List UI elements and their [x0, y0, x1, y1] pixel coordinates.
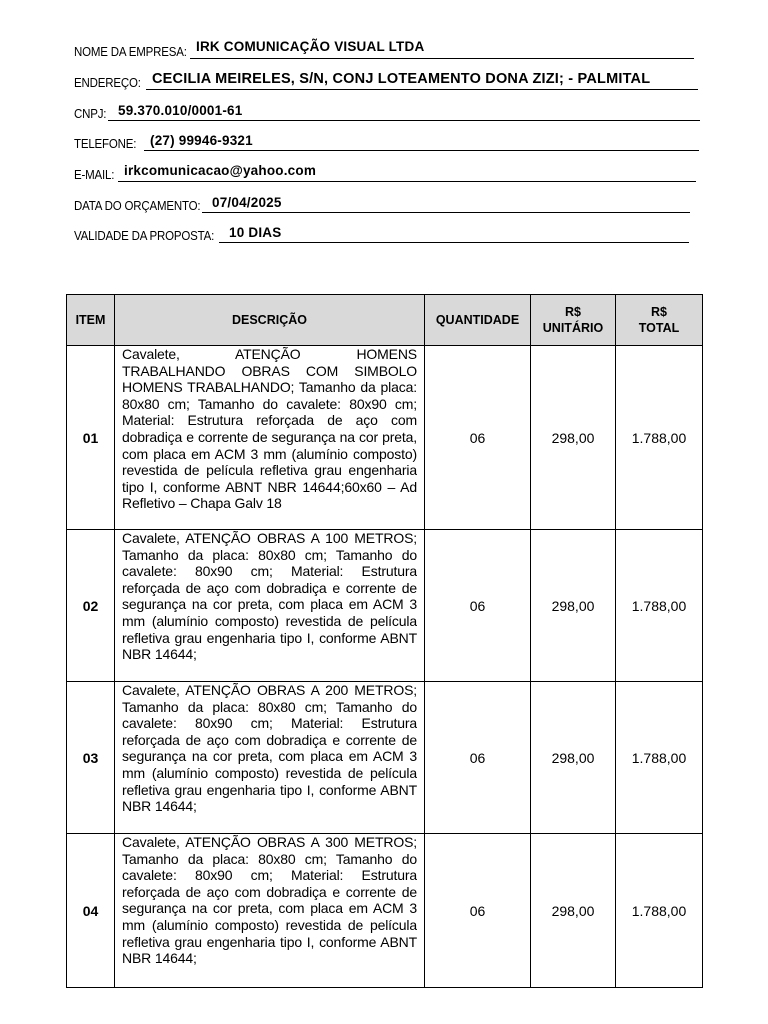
row-item-number: 04	[67, 834, 115, 988]
items-table	[66, 294, 703, 988]
company-label: NOME DA EMPRESA:	[74, 45, 187, 59]
row-total-price: 1.788,00	[616, 834, 703, 988]
header-quantity: QUANTIDADE	[425, 295, 531, 346]
table-header-row	[67, 295, 703, 346]
header-total-line1: R$	[651, 305, 667, 319]
row-item-number: 03	[67, 682, 115, 834]
row-description-text: Cavalete, ATENÇÃO HOMENS TRABALHANDO OBRAS COM SIMBOLO HOMENS TRABALHANDO; Tamanho da placa: 80x80 cm; Tamanho do cavalete: 80x90 cm; Material: Estrutura reforçada de aço com dobradiça e corrente de segurança na cor preta, com placa em ACM 3 mm (alumínio composto) revestida de película refletiva grau engenharia tipo I, conforme ABNT NBR 14644;60x60 – Ad Refletivo – Chapa Galv 18	[122, 346, 417, 512]
row-description	[115, 530, 425, 682]
cnpj-value: 59.370.010/0001-61	[118, 103, 243, 118]
cnpj-underline	[108, 120, 700, 121]
row-quantity: 06	[425, 682, 531, 834]
validity-underline	[219, 242, 689, 243]
header-description: DESCRIÇÃO	[115, 295, 425, 346]
row-quantity: 06	[425, 346, 531, 530]
date-underline	[202, 212, 690, 213]
row-item-number: 01	[67, 346, 115, 530]
address-field	[74, 68, 700, 90]
header-item: ITEM	[67, 295, 115, 346]
table-row	[67, 682, 703, 834]
header-total-line2: TOTAL	[638, 321, 680, 335]
validity-label: VALIDADE DA PROPOSTA:	[74, 229, 215, 243]
row-description-text: Cavalete, ATENÇÃO OBRAS A 200 METROS; Tamanho da placa: 80x80 cm; Tamanho do cavalete: 80x90 cm; Material: Estrutura reforçada de aço com dobradiça e corrente de segurança na cor preta, com placa em ACM 3 mm (alumínio composto) revestida de película refletiva grau engenharia tipo I, conforme ABNT NBR 14644;	[122, 682, 417, 815]
date-label: DATA DO ORÇAMENTO:	[74, 199, 201, 213]
header-unit-line1: R$	[565, 305, 581, 319]
row-unit-price: 298,00	[531, 682, 616, 834]
row-item-number: 02	[67, 530, 115, 682]
row-quantity: 06	[425, 834, 531, 988]
header-unit-line2: UNITÁRIO	[542, 321, 604, 335]
address-value: CECILIA MEIRELES, S/N, CONJ LOTEAMENTO DONA ZIZI; - PALMITAL	[152, 71, 651, 87]
validity-field	[74, 221, 690, 243]
header-total-price	[616, 295, 703, 346]
email-field	[74, 160, 696, 182]
company-value: IRK COMUNICAÇÃO VISUAL LTDA	[196, 39, 425, 54]
company-underline	[190, 58, 694, 59]
phone-underline	[144, 150, 699, 151]
row-total-price: 1.788,00	[616, 682, 703, 834]
email-label: E-MAIL:	[74, 168, 115, 182]
row-description-text: Cavalete, ATENÇÃO OBRAS A 100 METROS; Tamanho da placa: 80x80 cm; Tamanho do cavalete: 80x90 cm; Material: Estrutura reforçada de aço com dobradiça e corrente de segurança na cor preta, com placa em ACM 3 mm (alumínio composto) revestida de película refletiva grau engenharia tipo I, conforme ABNT NBR 14644;	[122, 530, 417, 663]
row-unit-price: 298,00	[531, 834, 616, 988]
phone-value: (27) 99946-9321	[150, 133, 253, 148]
row-total-price: 1.788,00	[616, 530, 703, 682]
cnpj-label: CNPJ:	[74, 107, 107, 121]
address-underline	[146, 89, 698, 90]
row-total-price: 1.788,00	[616, 346, 703, 530]
table-row	[67, 346, 703, 530]
email-underline	[118, 181, 696, 182]
table-row	[67, 834, 703, 988]
date-field	[74, 191, 692, 213]
header-unit-price	[531, 295, 616, 346]
email-value: irkcomunicacao@yahoo.com	[124, 163, 317, 178]
validity-value: 10 DIAS	[229, 225, 282, 240]
row-unit-price: 298,00	[531, 346, 616, 530]
table-row	[67, 530, 703, 682]
address-label: ENDEREÇO:	[74, 76, 141, 90]
row-description	[115, 682, 425, 834]
phone-field	[74, 129, 700, 151]
row-description-text: Cavalete, ATENÇÃO OBRAS A 300 METROS; Tamanho da placa: 80x80 cm; Tamanho do cavalete: 80x90 cm; Material: Estrutura reforçada de aço com dobradiça e corrente de segurança na cor preta, com placa em ACM 3 mm (alumínio composto) revestida de película refletiva grau engenharia tipo I, conforme ABNT NBR 14644;	[122, 834, 417, 967]
row-unit-price: 298,00	[531, 530, 616, 682]
date-value: 07/04/2025	[212, 195, 282, 210]
company-field	[74, 37, 696, 59]
row-description	[115, 346, 425, 530]
row-description	[115, 834, 425, 988]
cnpj-field	[74, 99, 702, 121]
row-quantity: 06	[425, 530, 531, 682]
phone-label: TELEFONE:	[74, 137, 137, 151]
